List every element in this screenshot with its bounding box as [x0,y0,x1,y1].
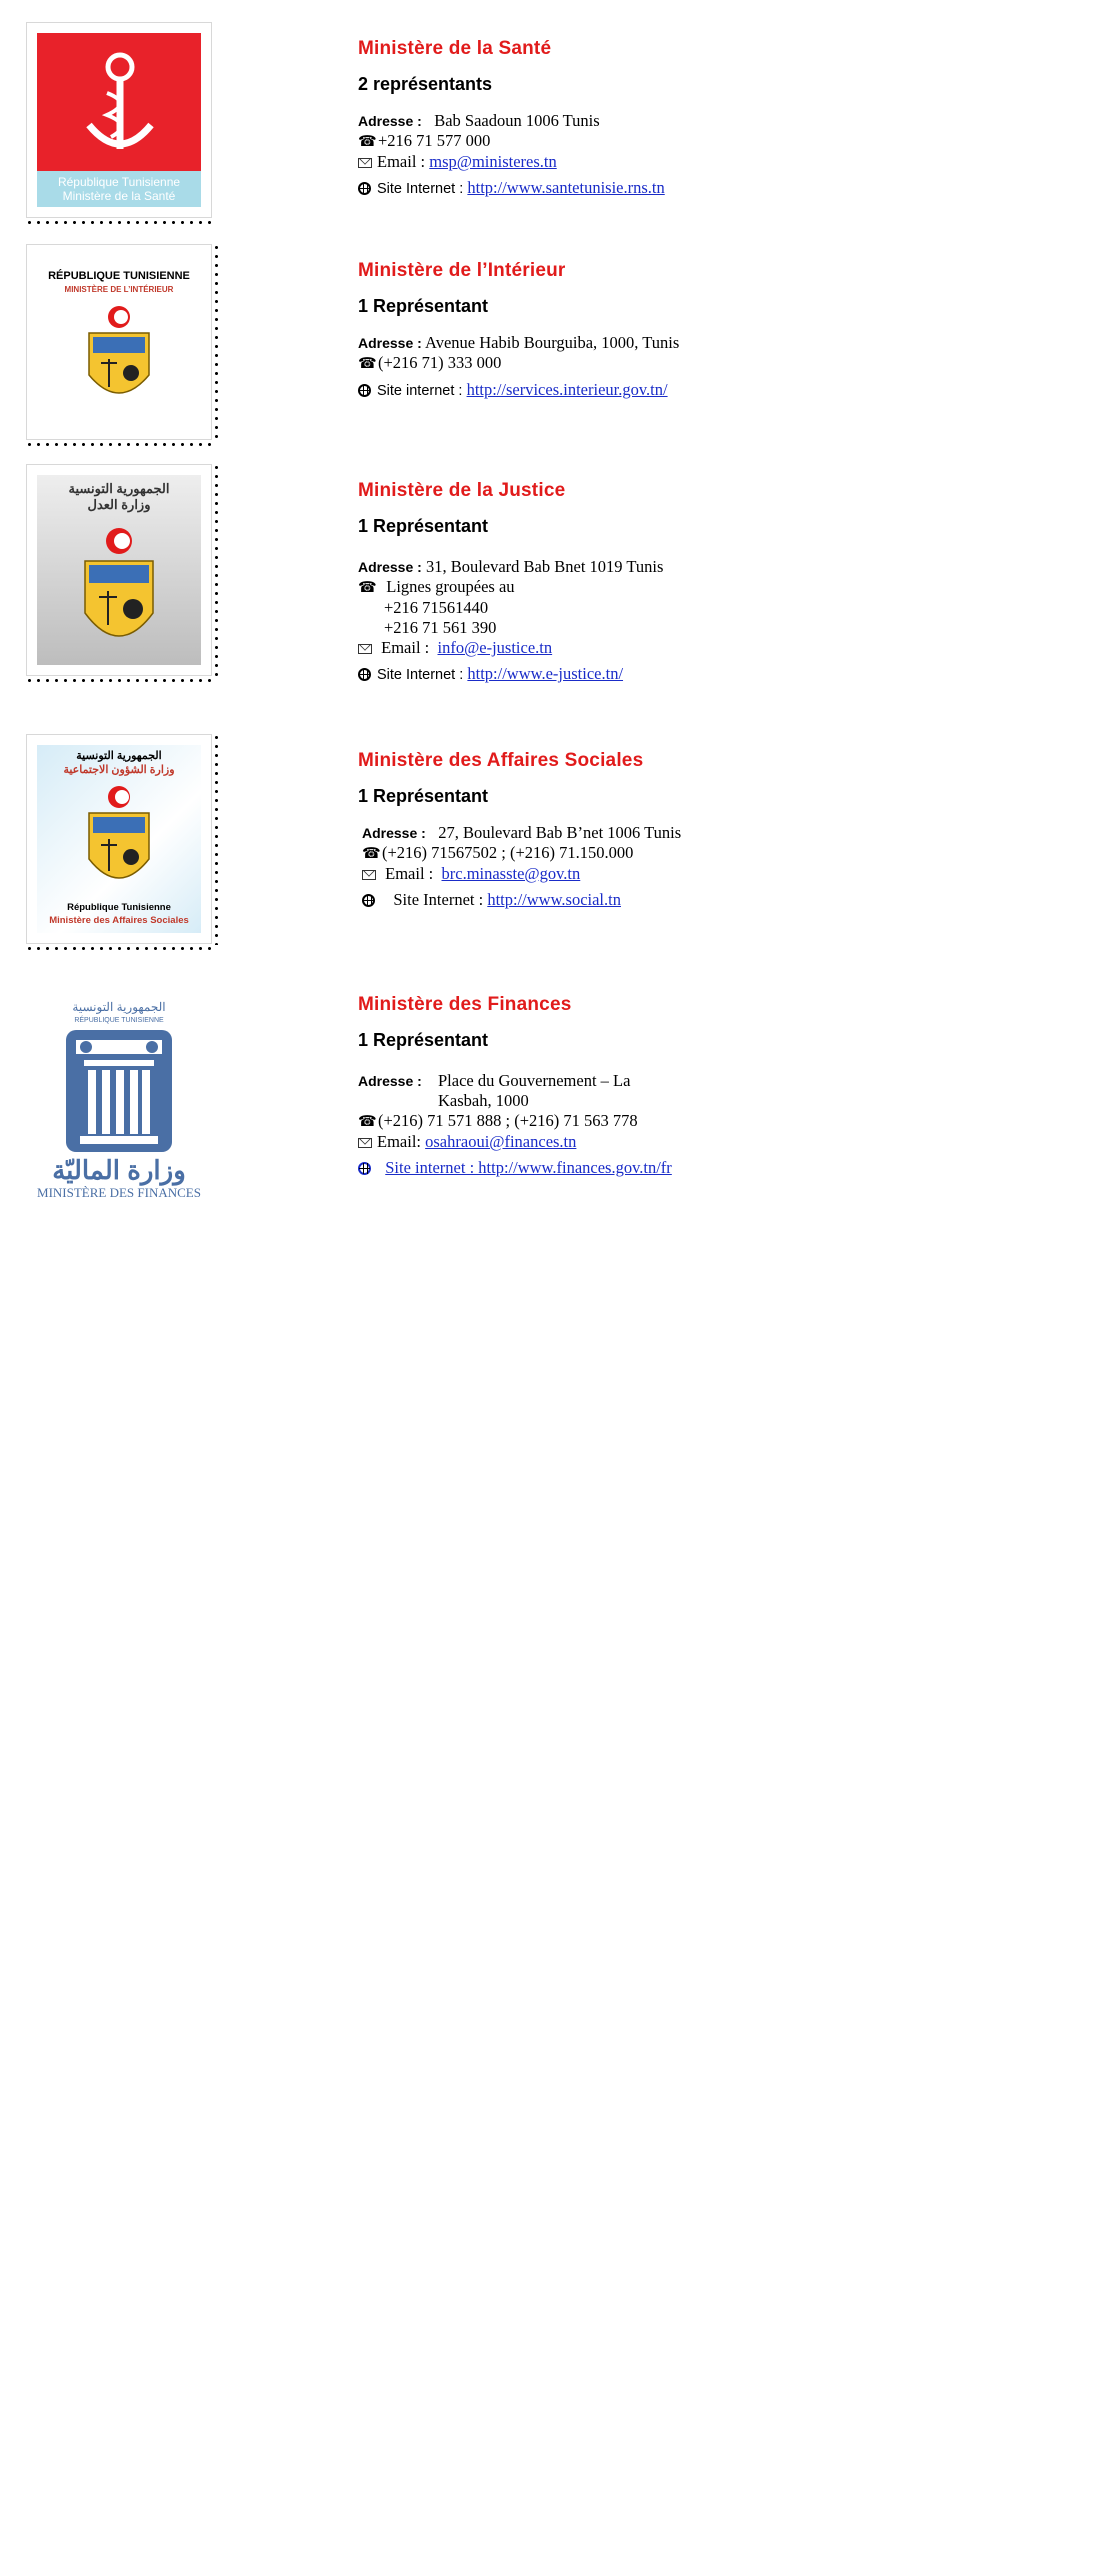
phone-icon: ☎ [358,580,377,596]
globe-icon [362,894,375,907]
address-label: Adresse : [358,559,422,575]
crest-icon [79,303,159,413]
logo-text-line: MINISTÈRE DES FINANCES [37,1185,201,1200]
logo-text-line: République Tunisienne [57,175,181,189]
envelope-icon [358,158,372,168]
logo-text-line: République Tunisienne [67,902,171,913]
phone-value: (+216) 71 571 888 ; (+216) 71 563 778 [378,1111,638,1130]
address-value: Avenue Habib Bourguiba, 1000, Tunis [425,333,680,352]
crest-icon [77,525,161,663]
phone-line: Lignes groupées au [386,577,515,596]
address-value: Bab Saadoun 1006 Tunis [434,111,600,130]
phone-value: (+216) 71567502 ; (+216) 71.150.000 [382,843,634,862]
representatives-count: 1 Représentant [358,786,489,806]
logo-finances [26,1000,212,1230]
logo-text-line: RÉPUBLIQUE TUNISIENNE [48,270,190,282]
site-label: Site Internet : [377,181,464,197]
email-link[interactable]: osahraoui@finances.tn [425,1132,577,1151]
logo-text-line: Ministère de la Santé [62,189,176,203]
address-line: Place du Gouvernement – La [438,1071,631,1090]
globe-icon [358,384,371,397]
logo-text-line: وزارة الشؤون الاجتماعية [63,764,175,776]
phone-icon: ☎ [358,134,377,150]
representatives-count: 2 représentants [358,74,493,94]
address-label: Adresse : [358,1073,422,1089]
logo-text-line: الجمهورية التونسية [68,481,170,496]
logo-interieur [26,244,212,440]
globe-icon [358,1162,371,1175]
logo-text-line: وزارة الماليّة [52,1155,186,1185]
representatives-count: 1 Représentant [358,296,489,316]
logo-text-line: MINISTÈRE DE L’INTÉRIEUR [64,285,174,294]
phone-icon: ☎ [358,1114,377,1130]
envelope-icon [358,1138,372,1148]
site-link[interactable]: http://www.e-justice.tn/ [467,664,624,683]
address-value: 31, Boulevard Bab Bnet 1019 Tunis [425,557,664,576]
column-icon [66,1030,172,1152]
entry-info [358,260,1058,401]
representatives-count: 1 Représentant [358,516,489,536]
email-label: Email : [381,638,430,657]
address-value: 27, Boulevard Bab B’net 1006 Tunis [438,823,682,842]
representatives-count: 1 Représentant [358,1030,489,1050]
site-link[interactable]: http://www.social.tn [487,890,621,909]
email-link[interactable]: brc.minasste@gov.tn [441,864,581,883]
entry-info [358,38,1058,199]
phone-value: +216 71 577 000 [378,131,491,150]
globe-icon [358,668,371,681]
ministry-title: Ministère des Affaires Sociales [358,750,644,771]
email-label: Email : [385,864,434,883]
site-link[interactable]: Site internet : http://www.finances.gov.tn/fr [385,1158,672,1177]
address-line: Kasbah, 1000 [438,1091,529,1110]
logo-text-line: RÉPUBLIQUE TUNISIENNE [74,1017,164,1024]
phone-line: +216 71 561 390 [384,618,497,637]
logo-sante [26,22,212,218]
email-label: Email: [377,1132,421,1151]
address-label: Adresse : [358,113,422,129]
ministry-title: Ministère de l’Intérieur [358,260,566,281]
site-link[interactable]: http://services.interieur.gov.tn/ [466,380,668,399]
logo-text-line: Ministère des Affaires Sociales [49,915,189,926]
site-label: Site Internet : [393,890,484,909]
phone-value: (+216 71) 333 000 [378,353,502,372]
address-label: Adresse : [362,825,426,841]
envelope-icon [358,644,372,654]
crest-icon [81,783,157,901]
envelope-icon [362,870,376,880]
logo-text-line: الجمهورية التونسية [76,750,162,762]
ministry-title: Ministère de la Justice [358,480,566,501]
phone-icon: ☎ [362,846,381,862]
logo-text-line: الجمهورية التونسية [72,1000,166,1014]
red-banner-shape [37,33,201,171]
email-label: Email : [377,152,426,171]
logo-affaires-sociales [26,734,212,944]
logo-text-line: وزارة العدل [87,497,151,512]
logo-justice [26,464,212,676]
phone-icon: ☎ [358,356,377,372]
anchor-symbol-icon [37,33,201,171]
ministry-title: Ministère de la Santé [358,38,552,59]
site-link[interactable]: http://www.santetunisie.rns.tn [467,178,665,197]
ministry-title: Ministère des Finances [358,994,572,1015]
email-link[interactable]: msp@ministeres.tn [429,152,557,171]
site-label: Site internet : [377,383,463,399]
entry-info [358,480,1058,685]
address-label: Adresse : [358,335,422,351]
phone-line: +216 71561440 [384,598,489,617]
entry-info [358,994,1058,1178]
site-label: Site Internet : [377,667,464,683]
email-link[interactable]: info@e-justice.tn [437,638,553,657]
entry-info [358,750,1058,910]
globe-icon [358,182,371,195]
